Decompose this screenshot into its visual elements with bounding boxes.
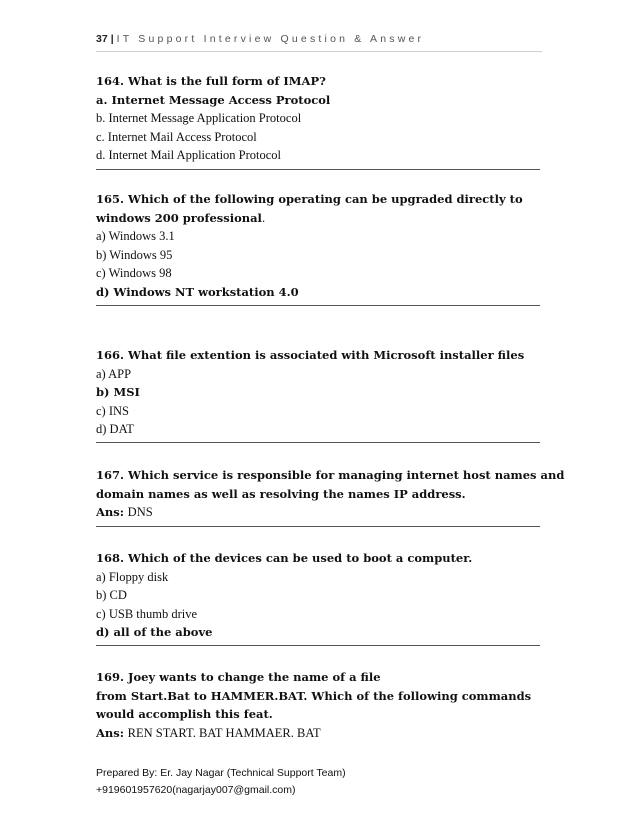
question-text: 169. Joey wants to change the name of a file xyxy=(96,670,381,684)
question-165 xyxy=(96,190,540,301)
answer-label: Ans: xyxy=(96,725,125,740)
option-a: a) Floppy disk xyxy=(96,569,169,584)
question-text-cont: would accomplish this feat. xyxy=(96,707,273,721)
question-169 xyxy=(96,668,540,742)
question-167 xyxy=(96,466,565,522)
divider xyxy=(96,305,540,306)
option-a: a) APP xyxy=(96,366,132,381)
question-168 xyxy=(96,549,540,642)
option-c: c. Internet Mail Access Protocol xyxy=(96,129,257,144)
answer-value: REN START. BAT HAMMAER. BAT xyxy=(127,725,321,740)
option-b: b. Internet Message Application Protocol xyxy=(96,111,302,125)
option-d-correct: d) all of the above xyxy=(96,625,213,639)
question-period: . xyxy=(261,210,266,225)
divider xyxy=(96,169,540,170)
answer-label: Ans: xyxy=(96,505,125,519)
footer-contact: +919601957620(nagarjay007@gmail.com) xyxy=(96,784,296,796)
answer-value: DNS xyxy=(127,505,153,519)
page-header xyxy=(96,33,542,52)
footer-author: Prepared By: Er. Jay Nagar (Technical Support Team) xyxy=(96,767,346,779)
option-d: d. Internet Mail Application Protocol xyxy=(96,148,282,162)
option-c: c) Windows 98 xyxy=(96,266,172,280)
option-c: c) USB thumb drive xyxy=(96,606,198,621)
option-b-correct: b) MSI xyxy=(96,385,140,399)
question-text-cont: from Start.Bat to HAMMER.BAT. Which of the following commands xyxy=(96,688,532,703)
question-text: 164. What is the full form of IMAP? xyxy=(96,74,326,88)
divider xyxy=(96,442,540,443)
question-text-cont: domain names as well as resolving the names IP address. xyxy=(96,486,466,501)
page-footer xyxy=(96,765,542,799)
option-b: b) CD xyxy=(96,588,127,602)
question-text: 168. Which of the devices can be used to boot a computer. xyxy=(96,551,473,565)
option-a: a) Windows 3.1 xyxy=(96,229,175,243)
divider xyxy=(96,526,540,527)
question-text-cont: windows 200 professional xyxy=(96,210,262,225)
option-a-correct: a. Internet Message Access Protocol xyxy=(96,92,331,107)
header-separator: | xyxy=(110,33,114,45)
option-d-correct: d) Windows NT workstation 4.0 xyxy=(96,284,299,299)
option-c: c) INS xyxy=(96,403,129,418)
option-d: d) DAT xyxy=(96,422,134,436)
header-title: IT Support Interview Question & Answer xyxy=(116,33,425,45)
question-text: 166. What file extention is associated with Microsoft installer files xyxy=(96,348,525,362)
question-text: 165. Which of the following operating can be upgraded directly to xyxy=(96,192,523,206)
divider xyxy=(96,645,540,646)
page-number: 37 xyxy=(96,33,108,45)
question-164 xyxy=(96,72,540,165)
option-b: b) Windows 95 xyxy=(96,247,173,262)
question-text: 167. Which service is responsible for managing internet host names and xyxy=(96,468,565,482)
question-166 xyxy=(96,346,540,439)
